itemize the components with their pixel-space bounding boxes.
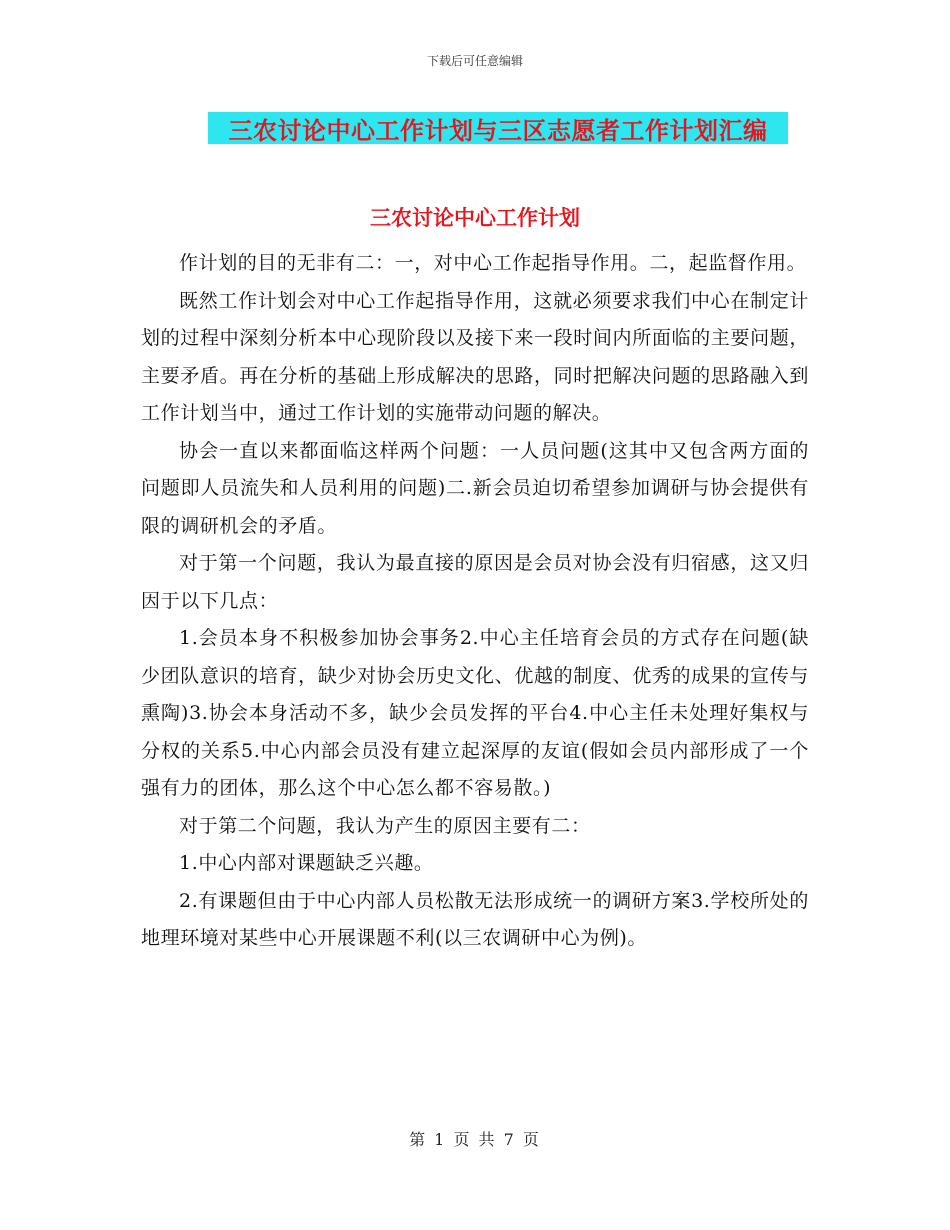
- paragraph: 既然工作计划会对中心工作起指导作用，这就必须要求我们中心在制定计划的过程中深刻分析本中心现阶段以及接下来一段时间内所面临的主要问题，主要矛盾。再在分析的基础上形成解决的思路，同时把解决问题的思路融入到工作计划当中，通过工作计划的实施带动问题的解决。: [141, 289, 809, 424]
- page-header: 下载后可任意编辑: [426, 54, 523, 68]
- page-number: 第 1 页 共 7 页: [409, 1130, 541, 1149]
- document-title-highlight: [208, 112, 788, 144]
- paragraph: 对于第一个问题，我认为最直接的原因是会员对协会没有归宿感，这又归因于以下几点：: [141, 552, 809, 612]
- paragraph: 对于第二个问题，我认为产生的原因主要有二：: [179, 814, 591, 837]
- paragraph: 2.有课题但由于中心内部人员松散无法形成统一的调研方案3.学校所处的地理环境对某些中心开展课题不利(以三农调研中心为例)。: [141, 889, 809, 949]
- document-title: 三农讨论中心工作计划与三区志愿者工作计划汇编: [228, 116, 768, 145]
- section-title: 三农讨论中心工作计划: [370, 206, 580, 230]
- document-body: [141, 245, 809, 958]
- paragraph: 1.会员本身不积极参加协会事务2.中心主任培育会员的方式存在问题(缺少团队意识的培育，缺少对协会历史文化、优越的制度、优秀的成果的宣传与熏陶)3.协会本身活动不多，缺少会员发挥的平台4.中心主任未处理好集权与分权的关系5.中心内部会员没有建立起深厚的友谊(假如会员内部形成了一个强有力的团体，那么这个中心怎么都不容易散。): [141, 627, 809, 799]
- paragraph: 作计划的目的无非有二：一，对中心工作起指导作用。二，起监督作用。: [179, 252, 807, 274]
- paragraph: 协会一直以来都面临这样两个问题：一人员问题(这其中又包含两方面的问题即人员流失和人员利用的问题)二.新会员迫切希望参加调研与协会提供有限的调研机会的矛盾。: [141, 439, 809, 537]
- paragraph: 1.中心内部对课题缺乏兴趣。: [179, 852, 434, 874]
